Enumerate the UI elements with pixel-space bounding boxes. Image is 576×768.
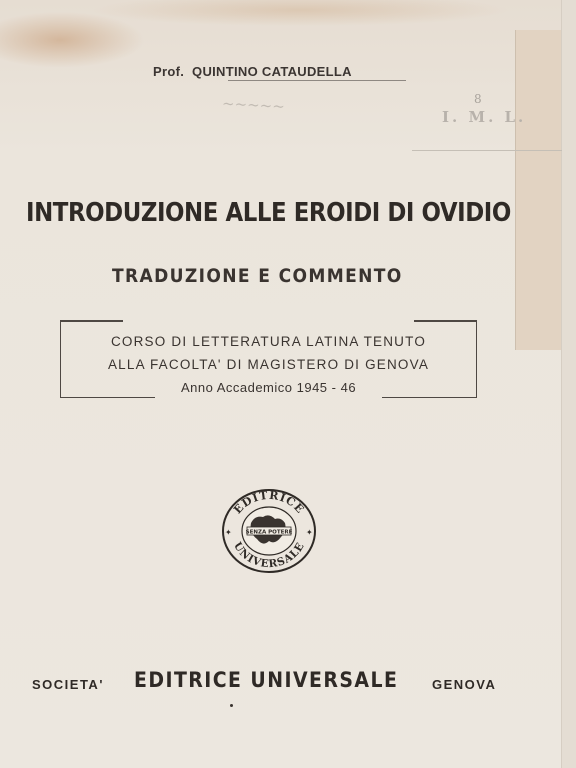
academic-year: Anno Accademico 1945 - 46 bbox=[180, 380, 357, 395]
book-title: INTRODUZIONE ALLE EROIDI DI OVIDIO bbox=[26, 198, 511, 228]
author-name: QUINTINO CATAUDELLA bbox=[192, 64, 352, 79]
publisher-prefix: SOCIETA' bbox=[32, 677, 104, 692]
course-info-box bbox=[60, 320, 477, 398]
publisher-city: GENOVA bbox=[432, 677, 497, 692]
box-rule-bottom-left bbox=[61, 397, 155, 399]
library-stamp-number: 8 bbox=[474, 92, 482, 106]
box-rule-top-right bbox=[414, 320, 476, 322]
course-line-2: ALLA FACOLTA' DI MAGISTERO DI GENOVA bbox=[107, 357, 430, 372]
pencil-scribble-mark: ~~~~~ bbox=[221, 94, 286, 116]
seal-motto: SENZA POTERE bbox=[245, 529, 293, 536]
author-prefix: Prof. bbox=[153, 64, 185, 79]
publisher-name: EDITRICE UNIVERSALE bbox=[134, 668, 399, 692]
author-underline bbox=[228, 80, 406, 81]
page-edge-strip bbox=[561, 0, 576, 768]
author-line bbox=[153, 64, 413, 79]
course-line-1: CORSO DI LETTERATURA LATINA TENUTO bbox=[110, 334, 427, 349]
book-subtitle: TRADUZIONE E COMMENTO bbox=[112, 265, 403, 287]
seal-star-left-icon: ✦ bbox=[225, 528, 232, 537]
library-stamp-rule bbox=[412, 150, 562, 151]
publisher-seal-icon bbox=[219, 487, 319, 575]
library-stamp-initials: I. M. L. bbox=[442, 108, 527, 126]
seal-star-right-icon: ✦ bbox=[306, 528, 313, 537]
ink-speck bbox=[230, 704, 233, 707]
seal-bottom-text: UNIVERSALE bbox=[231, 540, 307, 571]
seal-top-text: EDITRICE bbox=[231, 488, 307, 517]
box-rule-top-left bbox=[61, 320, 123, 322]
box-rule-bottom-right bbox=[382, 397, 476, 399]
